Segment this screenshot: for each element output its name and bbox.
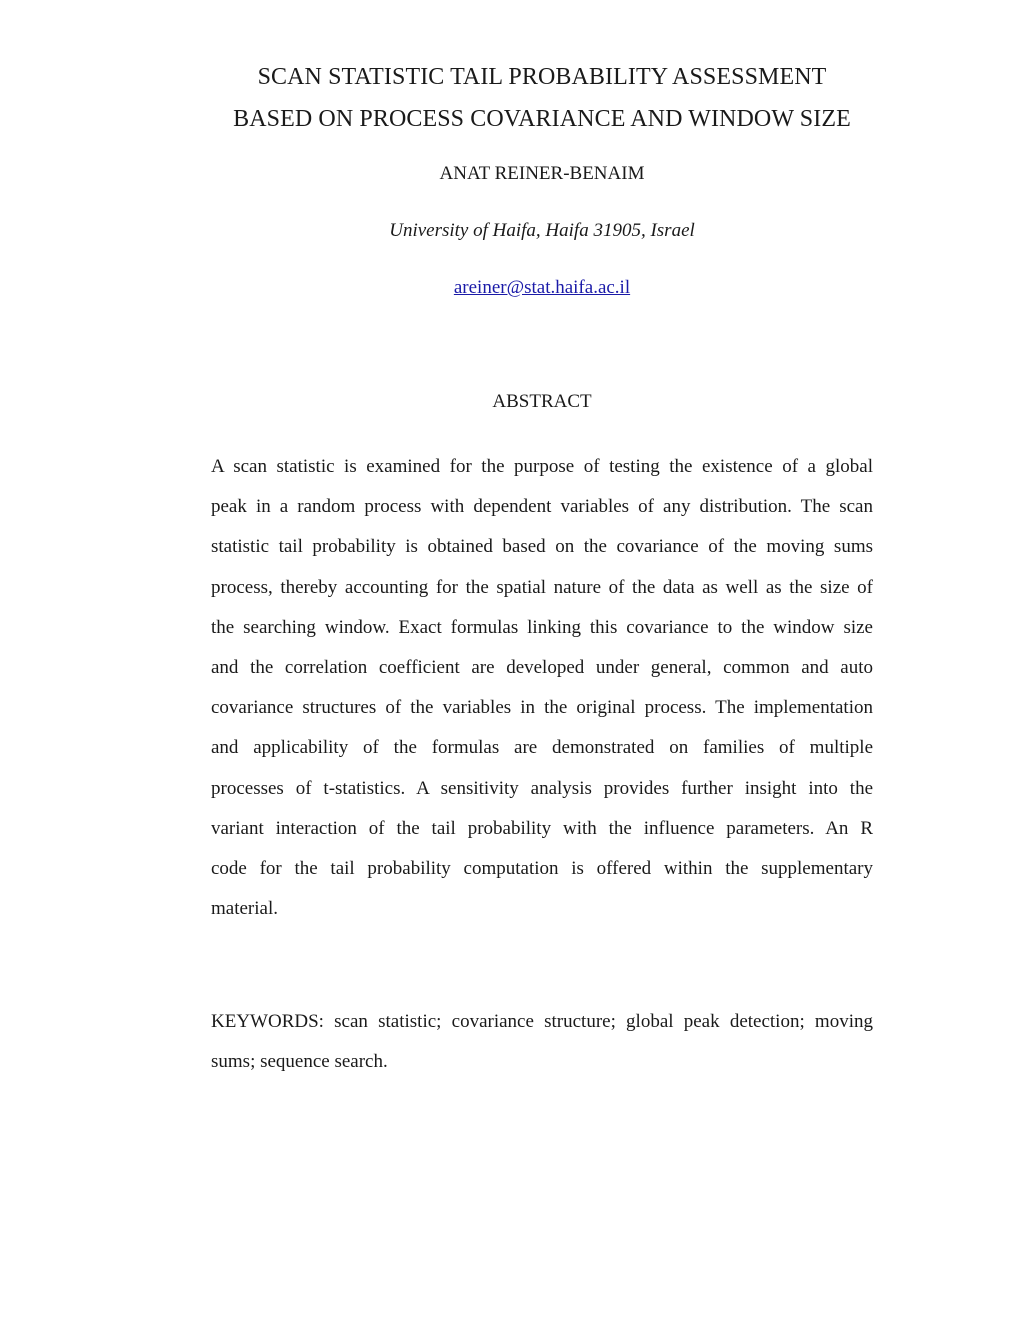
abstract-line: and the correlation coefficient are developed under general, common and auto xyxy=(211,656,873,678)
author-affiliation: University of Haifa, Haifa 31905, Israel xyxy=(389,220,695,241)
keywords-section xyxy=(211,1002,873,1082)
paper-title xyxy=(150,56,934,140)
abstract-line: process, thereby accounting for the spatial nature of the data as well as the size of xyxy=(211,576,873,598)
abstract-line: covariance structures of the variables in the original process. The implementation xyxy=(211,697,873,719)
keywords-line: sums; sequence search. xyxy=(211,1051,388,1073)
abstract-line: statistic tail probability is obtained based on the covariance of the moving sums xyxy=(211,536,873,558)
abstract-line: peak in a random process with dependent variables of any distribution. The scan xyxy=(211,496,873,518)
author-name: ANAT REINER-BENAIM xyxy=(439,163,645,184)
author-email-container xyxy=(150,276,934,300)
title-line-1: SCAN STATISTIC TAIL PROBABILITY ASSESSMENT xyxy=(257,64,827,90)
abstract-line: processes of t-statistics. A sensitivity analysis provides further insight into the xyxy=(211,777,873,799)
abstract-line: variant interaction of the tail probability with the influence parameters. An R xyxy=(211,817,873,839)
author-email-link[interactable]: areiner@stat.haifa.ac.il xyxy=(453,277,631,298)
abstract-line: material. xyxy=(211,898,278,920)
title-line-2: BASED ON PROCESS COVARIANCE AND WINDOW SIZE xyxy=(233,106,851,132)
keywords-line: KEYWORDS: scan statistic; covariance structure; global peak detection; moving xyxy=(211,1011,873,1032)
abstract-line: the searching window. Exact formulas linking this covariance to the window size xyxy=(211,616,873,638)
abstract-heading: ABSTRACT xyxy=(492,391,592,412)
abstract-line: and applicability of the formulas are demonstrated on families of multiple xyxy=(211,737,873,759)
abstract-body xyxy=(211,447,873,929)
abstract-line: A scan statistic is examined for the purpose of testing the existence of a global xyxy=(211,456,873,477)
abstract-line: code for the tail probability computation is offered within the supplementary xyxy=(211,857,873,879)
